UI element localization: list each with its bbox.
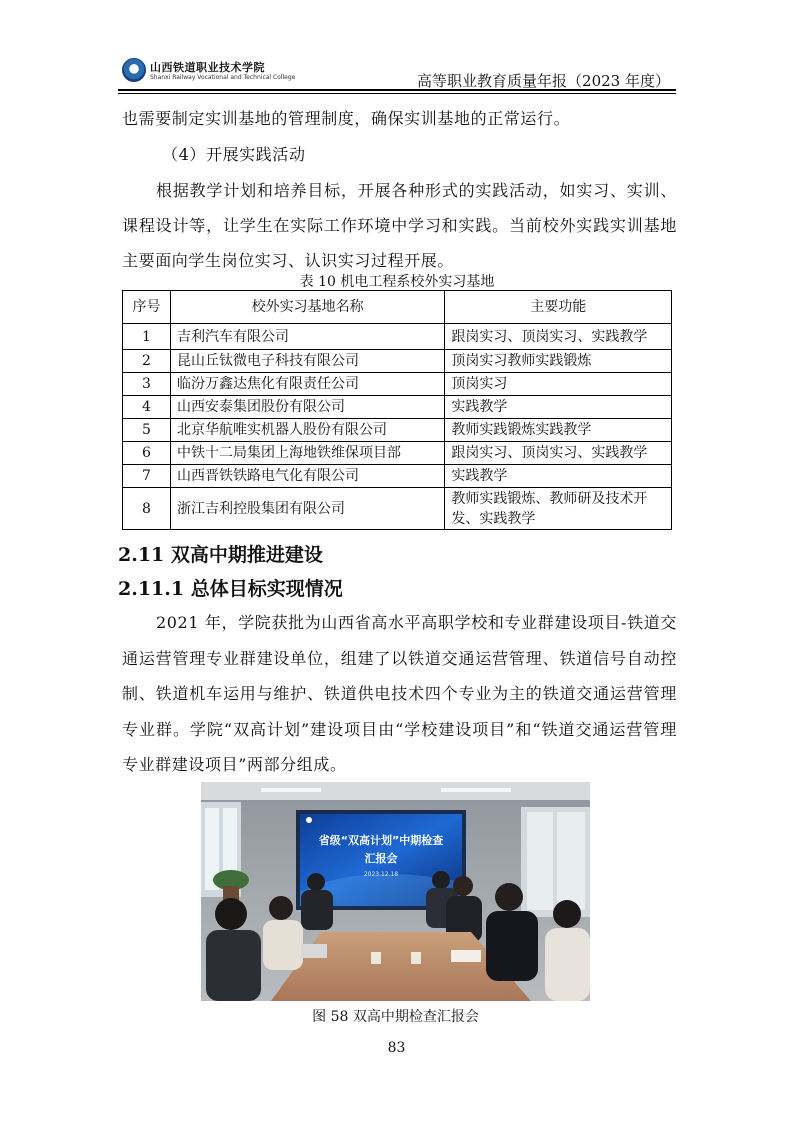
base-function: 教师实践锻炼、教师研及技术开发、实践教学 [445, 488, 672, 530]
table-row [123, 396, 672, 419]
table-row [123, 373, 672, 396]
base-function: 顶岗实习 [445, 373, 672, 396]
subsection-heading: 2.11.1 总体目标实现情况 [118, 578, 343, 600]
row-index: 1 [123, 324, 171, 350]
screen-title: 省级“双高计划”中期检查 [318, 834, 444, 847]
table-caption: 表 10 机电工程系校外实习基地 [299, 274, 495, 290]
row-index: 8 [123, 488, 171, 530]
base-function: 顶岗实习教师实践锻炼 [445, 350, 672, 373]
base-name: 中铁十二局集团上海地铁维保项目部 [170, 442, 444, 465]
screen-subtitle: 汇报会 [364, 852, 398, 865]
screen-date: 2023.12.18 [363, 871, 399, 878]
report-title: 高等职业教育质量年报（2023 年度） [417, 72, 670, 90]
row-index: 6 [123, 442, 171, 465]
meeting-photo [201, 782, 590, 1001]
paragraph: 也需要制定实训基地的管理制度，确保实训基地的正常运行。 [122, 109, 571, 128]
subheading: （4）开展实践活动 [162, 145, 306, 164]
paragraph: 2021 年，学院获批为山西省高水平高职学校和专业群建设项目-铁道交通运营管理专业群建设单位，组建了以铁道交通运营管理、铁道信号自动控制、铁道机车运用与维护、铁道供电技术四个专业为主的铁道交通运营管理专业群。学院“双高计划”建设项目由“学校建设项目”和“铁道交通运营管理专业群建设项目”两部分组成。 [122, 613, 677, 774]
base-name: 北京华航唯实机器人股份有限公司 [170, 419, 444, 442]
college-logo-icon [122, 58, 146, 82]
header-rule-thin [118, 93, 676, 94]
base-name: 临汾万鑫达焦化有限责任公司 [170, 373, 444, 396]
table-row [123, 350, 672, 373]
table-row [123, 419, 672, 442]
section-heading: 2.11 双高中期推进建设 [118, 544, 323, 566]
paragraph: 根据教学计划和培养目标，开展各种形式的实践活动，如实习、实训、课程设计等，让学生在实际工作环境中学习和实践。当前校外实践实训基地主要面向学生岗位实习、认识实习过程开展。 [122, 181, 677, 270]
base-name: 昆山丘钛微电子科技有限公司 [170, 350, 444, 373]
row-index: 2 [123, 350, 171, 373]
column-header: 主要功能 [445, 291, 672, 324]
base-function: 实践教学 [445, 465, 672, 488]
table-row [123, 488, 672, 530]
row-index: 4 [123, 396, 171, 419]
base-name: 山西安泰集团股份有限公司 [170, 396, 444, 419]
base-function: 跟岗实习、顶岗实习、实践教学 [445, 324, 672, 350]
base-name: 山西晋铁铁路电气化有限公司 [170, 465, 444, 488]
base-function: 教师实践锻炼实践教学 [445, 419, 672, 442]
base-function: 跟岗实习、顶岗实习、实践教学 [445, 442, 672, 465]
page-number: 83 [387, 1040, 406, 1056]
college-name: 山西铁道职业技术学院 [150, 61, 265, 74]
header-rule [118, 89, 676, 91]
internship-base-table [122, 290, 672, 530]
column-header: 校外实习基地名称 [170, 291, 444, 324]
table-row [123, 324, 672, 350]
row-index: 3 [123, 373, 171, 396]
base-function: 实践教学 [445, 396, 672, 419]
table-row [123, 465, 672, 488]
table-row [123, 442, 672, 465]
table-header-row [123, 291, 672, 324]
figure-caption: 图 58 双高中期检查汇报会 [312, 1009, 479, 1025]
row-index: 5 [123, 419, 171, 442]
college-name-en: Shanxi Railway Vocational and Technical College [150, 74, 296, 81]
column-header: 序号 [123, 291, 171, 324]
base-name: 浙江吉利控股集团有限公司 [170, 488, 444, 530]
base-name: 吉利汽车有限公司 [170, 324, 444, 350]
row-index: 7 [123, 465, 171, 488]
